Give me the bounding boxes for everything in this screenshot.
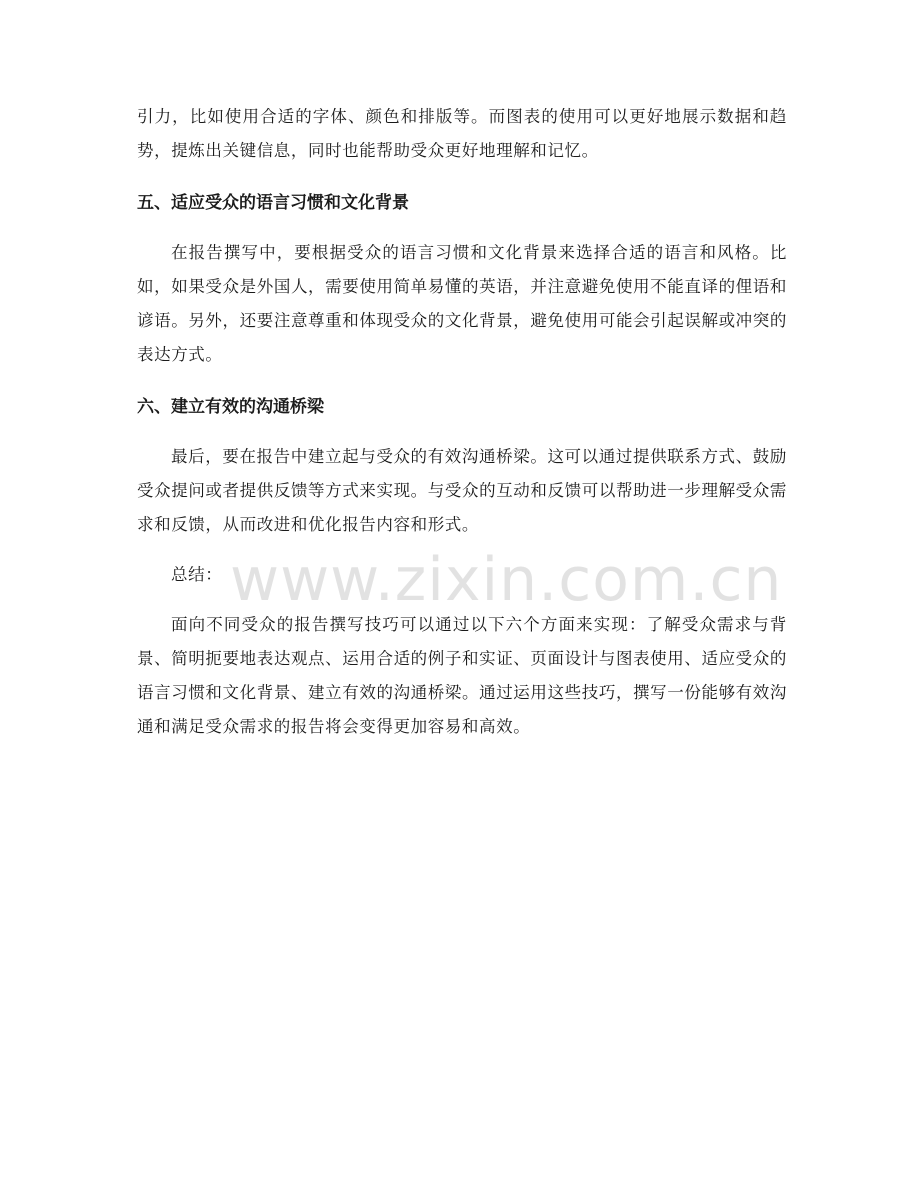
- summary-paragraph: 面向不同受众的报告撰写技巧可以通过以下六个方面来实现：了解受众需求与背景、简明扼要地表达观点、运用合适的例子和实证、页面设计与图表使用、适应受众的语言习惯和文化背景、建立有效的沟通桥梁。通过运用这些技巧，撰写一份能够有效沟通和满足受众需求的报告将会变得更加容易和高效。: [137, 615, 787, 736]
- section-6-heading: 六、建立有效的沟通桥梁: [137, 397, 324, 417]
- intro-paragraph: 引力，比如使用合适的字体、颜色和排版等。而图表的使用可以更好地展示数据和趋势，提炼出关键信息，同时也能帮助受众更好地理解和记忆。: [137, 107, 787, 160]
- summary-label: 总结：: [171, 565, 223, 584]
- section-5-heading: 五、适应受众的语言习惯和文化背景: [137, 193, 409, 213]
- section-5-paragraph: 在报告撰写中，要根据受众的语言习惯和文化背景来选择合适的语言和风格。比如，如果受众是外国人，需要使用简单易懂的英语，并注意避免使用不能直译的俚语和谚语。另外，还要注意尊重和体现受众的文化背景，避免使用可能会引起误解或冲突的表达方式。: [137, 243, 787, 364]
- document-body: [137, 100, 787, 744]
- section-6-paragraph: 最后，要在报告中建立起与受众的有效沟通桥梁。这可以通过提供联系方式、鼓励受众提问或者提供反馈等方式来实现。与受众的互动和反馈可以帮助进一步理解受众需求和反馈，从而改进和优化报告内容和形式。: [137, 447, 787, 534]
- watermark-text: www.zixin.com.cn: [230, 545, 783, 615]
